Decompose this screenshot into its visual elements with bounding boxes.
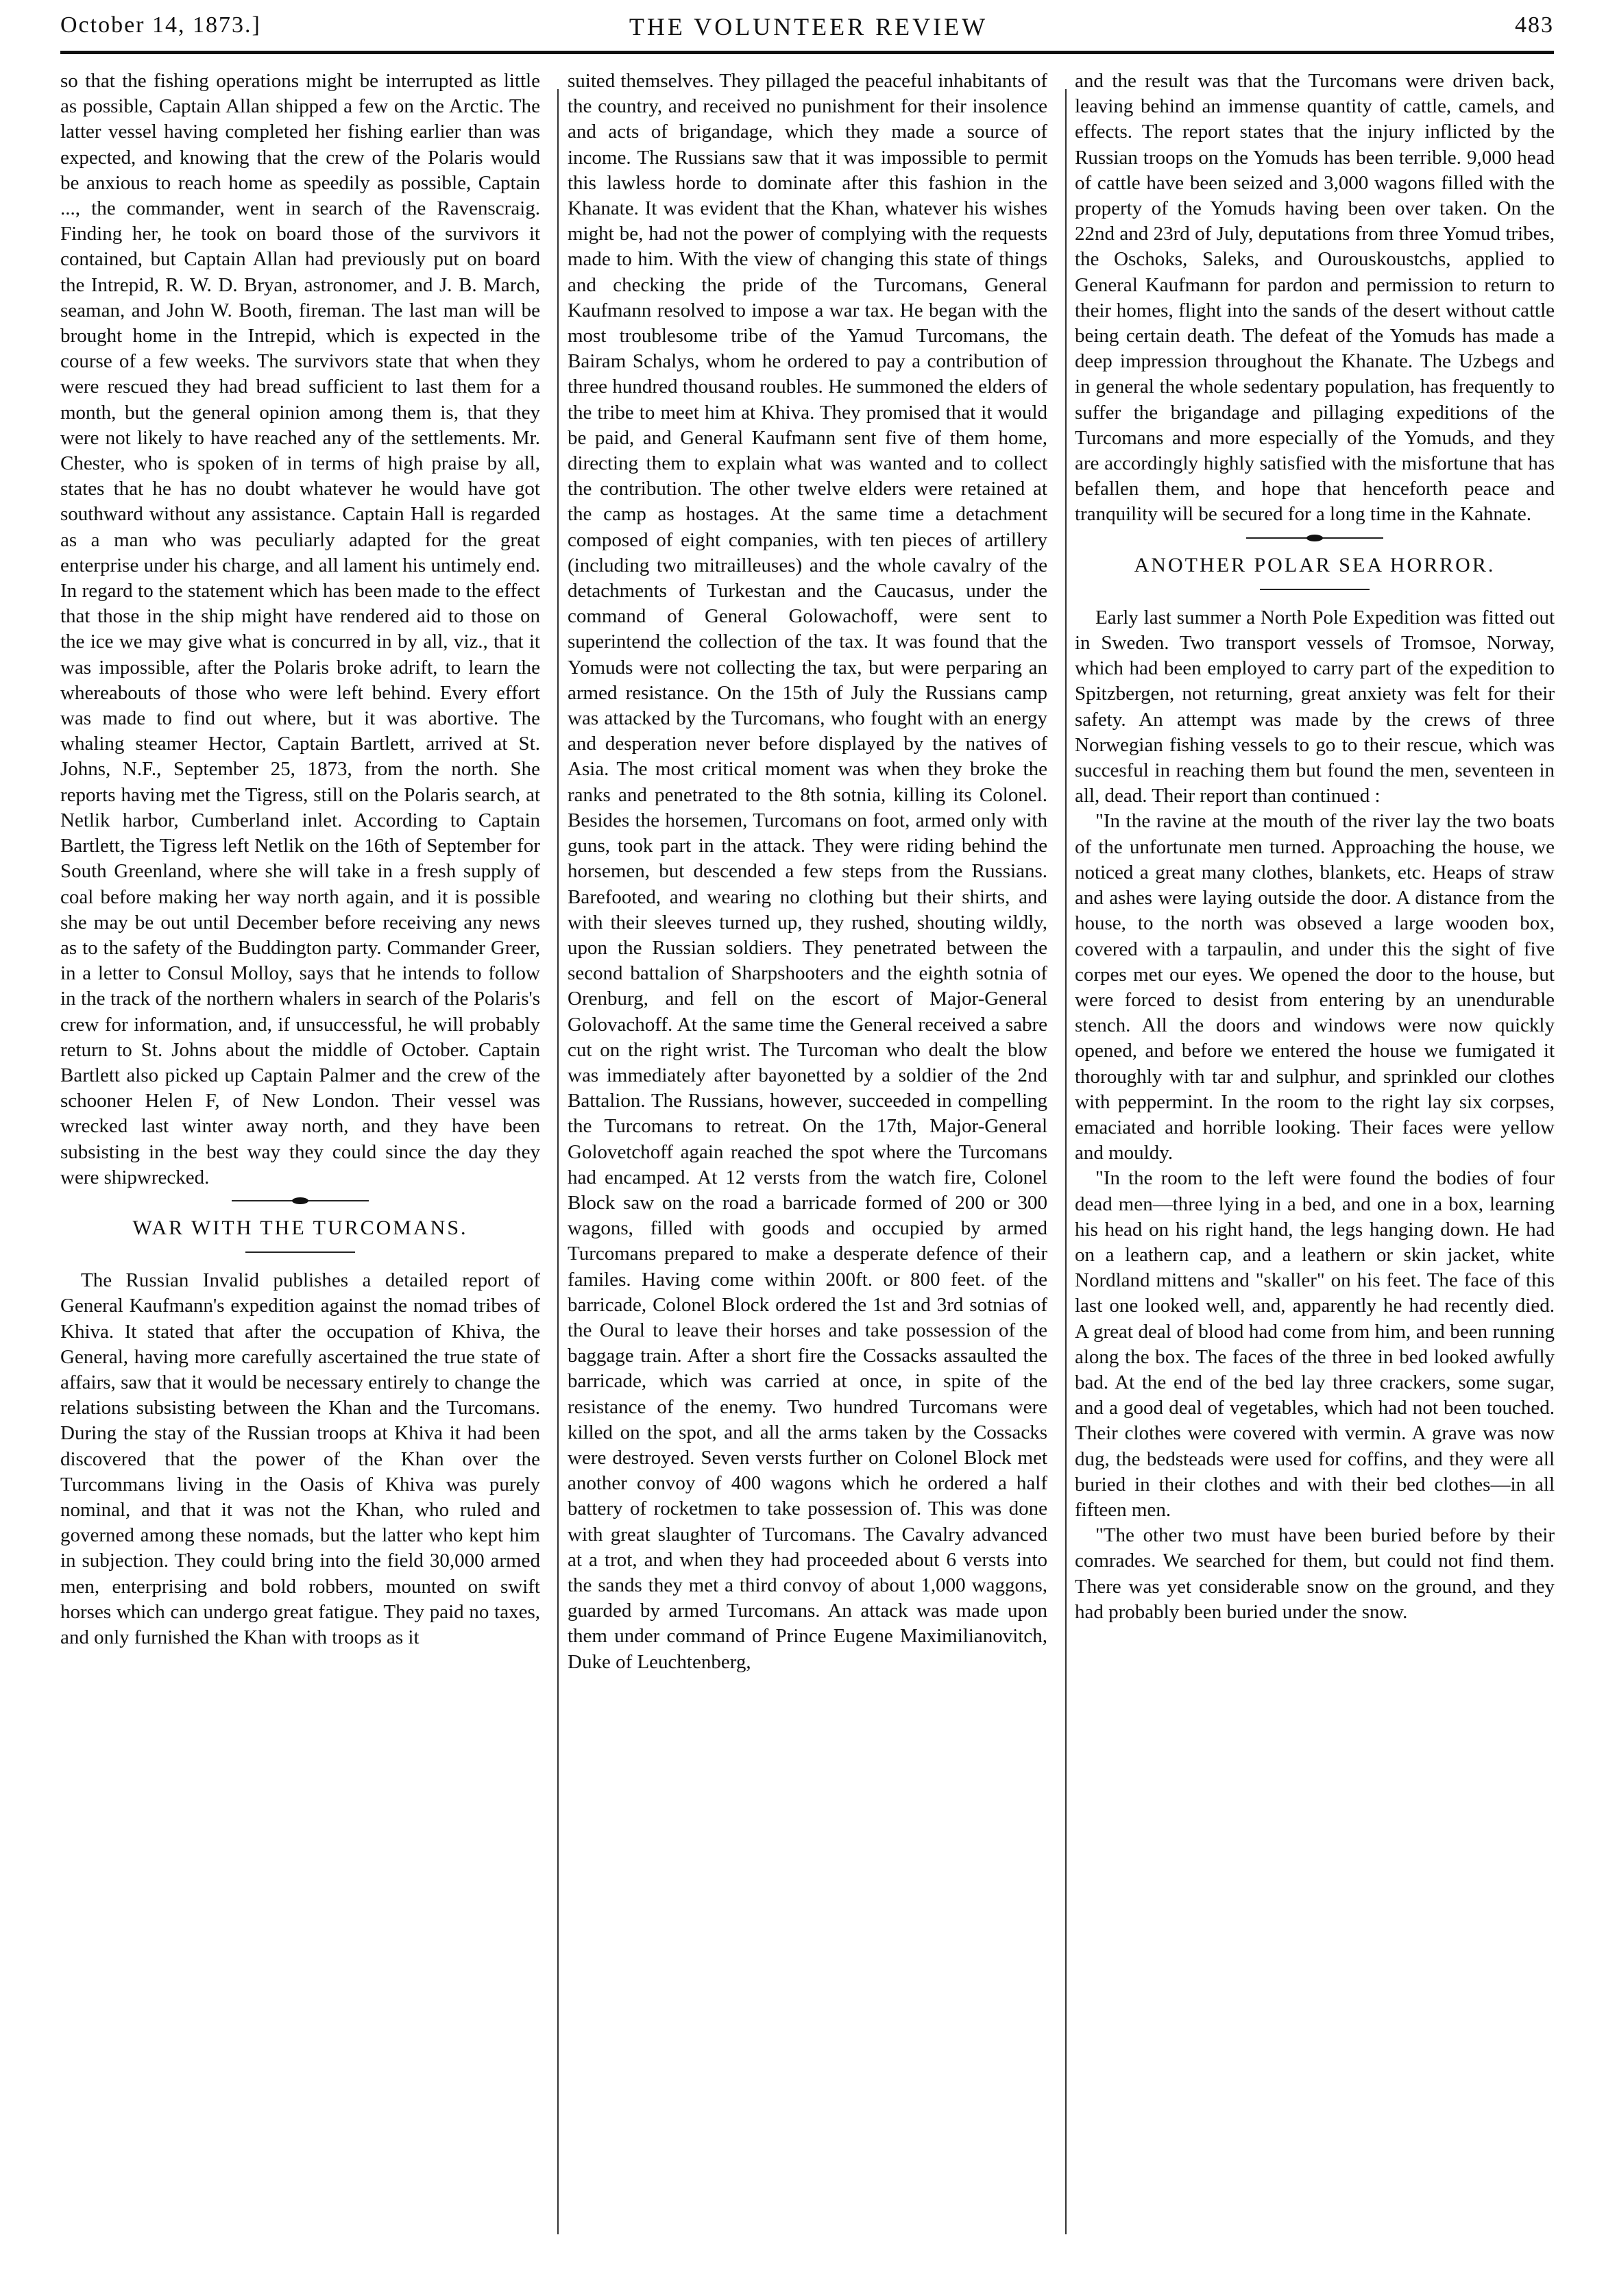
heading-rule [245, 1251, 355, 1253]
heading-rule [1260, 589, 1370, 590]
column-1 [60, 69, 540, 2262]
page-number: 483 [1515, 12, 1554, 38]
issue-date: October 14, 1873.] [60, 12, 261, 38]
publication-title: THE VOLUNTEER REVIEW [629, 13, 988, 40]
polar-article-quote-2: "In the room to the left were found the bodies of four dead men—three lying in a bed, and one in a box, learning his head on his right hand, the legs hanging down. He had on a leathern cap, and a leathern or skin jacket, white Nordland mittens and "skaller" on his feet. The face of this last one looked well, and, apparently he had recently died. A great deal of blood had come from him, and been running along the box. The faces of the three in bed looked awfully bad. At the end of the bed lay three crackers, some sugar, and a good deal of vegetables, which had not been touched. Their clothes were covered with vermin. A grave was now dug, the bedsteads were used for coffins, and they were all buried in their clothes and with their bed clothes—in all fifteen men. [1075, 1167, 1555, 1521]
article-columns [60, 69, 1554, 2262]
polar-article-quote-1: "In the ravine at the mouth of the river lay the two boats of the unfortunate men turned. Approaching the house, we noticed a great many clothes, blankets, etc. Heaps of straw and ashes were laying outside the door. A distance from the house, to the north was obseved a large wooden box, covered with a tarpaulin, and under this the sight of five corpes met our eyes. We opened the door to the house, but were forced to desist from entering by an unendurable stench. All the doors and windows were now quickly opened, and before we entered the house we fumigated it thoroughly with tar and sulphur, and sprinkled our clothes with peppermint. In the room to the right lay six corpses, emaciated and horrible looking. Their faces were yellow and mouldy. [1075, 810, 1555, 1164]
heading-war-with-turcomans: WAR WITH THE TURCOMANS. [132, 1216, 468, 1239]
column-3 [1075, 69, 1555, 2262]
header-rule [60, 51, 1554, 54]
column-2 [568, 69, 1047, 2262]
turcomans-article-continued: suited themselves. They pillaged the peaceful inhabitants of the country, and received no punishment for their insolence and acts of brigandage, which they made a source of income. The Russians saw that it was impossible to permit this lawless horde to dominate after this fashion in the Khanate. It was evident that the Khan, whatever his wishes might be, had not the power of complying with the requests made to him. With the view of changing this state of things and checking the pride of the Turcomans, General Kaufmann resolved to impose a war tax. He began with the most troublesome tribe of the Yamud Turcomans, the Bairam Schalys, whom he ordered to pay a contribution of three hundred thousand roubles. He summoned the elders of the tribe to meet him at Khiva. They promised that it would be paid, and General Kaufmann sent five of them home, directing them to explain what was wanted and to collect the contribution. The other twelve elders were retained at the camp as hostages. At the same time a detachment composed of eight companies, with ten pieces of artillery (including two mitrailleuses) and the whole cavalry of the detachments of Turkestan and the Caucasus, under the command of General Golowachoff, were sent to superintend the collection of the tax. It was found that the Yomuds were not collecting the tax, but were perparing an armed resistance. On the 15th of July the Russians camp was attacked by the Turcomans, who fought with an energy and desperation never before displayed by the natives of Asia. The most critical moment was when they broke the ranks and penetrated to the 8th sotnia, killing its Colonel. Besides the horsemen, Turcomans on foot, armed only with guns, took part in the attack. They were riding behind the horsemen, but descended a few steps from the Russians. Barefooted, and wearing no clothing but their shirts, and with their sleeves turned up, they rushed, shouting wildly, upon the Russian soldiers. They penetrated between the second battalion of Sharpshooters and the eighth sotnia of Orenburg, and fell on the escort of Major-General Golovachoff. At the same time the General received a sabre cut on the right wrist. The Turcoman who dealt the blow was immediately after bayonetted by a soldier of the 2nd Battalion. The Russians, however, succeeded in compelling the Turcomans to retreat. On the 17th, Major-General Golovetchoff again reached the spot where the Turcomans had encamped. At 12 versts from the watch fire, Colonel Block saw on the road a barricade formed of 200 or 300 wagons, filled with goods and occupied by armed Turcomans prepared to make a desperate defence of their familes. Having come within 200ft. or 800 feet. of the barricade, Colonel Block ordered the 1st and 3rd sotnias of the Oural to leave their horses and take possession of the baggage train. After a short fire the Cossacks assaulted the barricade, which was carried at once, in spite of the resistance of the enemy. Two hundred Turcomans were killed on the spot, and all the arms taken by the Cossacks were destroyed. Seven versts further on Colonel Block met another convoy of 400 wagons which he ordered a half battery of rocketmen to take possession of. This was done with great slaughter of Turcomans. The Cavalry advanced at a trot, and when they had proceeded about 6 versts into the sands they met a third convoy of about 1,000 waggons, guarded by armed Turcomans. An attack was made upon them under command of Prince Eugene Maximilianovitch, Duke of Leuchtenberg, [568, 70, 1047, 1673]
polar-article-intro: Early last summer a North Pole Expedition was fitted out in Sweden. Two transport vessels of Tromsoe, Norway, which had been employed to carry part of the expedition to Spitzbergen, not returning, great anxiety was felt for their safety. An attempt was made by the crews of three Norwegian fishing vessels to go to their rescue, which was succesful in reaching them but found the men, seventeen in all, dead. Their report than continued : [1075, 606, 1555, 807]
turcomans-article-end: and the result was that the Turcomans were driven back, leaving behind an immense quantity of cattle, camels, and effects. The report states that the injury inflicted by the Russian troops on the Yomuds has been terrible. 9,000 head of cattle have been seized and 3,000 wagons filled with the property of the Yomuds having been over taken. On the 22nd and 23rd of July, deputations from three Yomud tribes, the Oschoks, Saleks, and Ourouskoustchs, applied to General Kaufmann for pardon and permission to return to their homes, flight into the sands of the desert without cattle being certain death. The defeat of the Yomuds has made a deep impression throughout the Khanate. The Uzbegs and in general the whole sedentary population, has frequently to suffer the brigandage and pillaging expeditions of the Turcomans and more especially of the Yomuds, and they are accordingly highly satisfied with the misfortune that has befallen them, and hope that henceforth peace and tranquility will be secured for a long time in the Kahnate. [1075, 70, 1555, 526]
turcomans-article-start: The Russian Invalid publishes a detailed report of General Kaufmann's expedition against the nomad tribes of Khiva. It stated that after the occupation of Khiva, the General, having more carefully ascertained the true state of affairs, saw that it would be necessary entirely to change the relations subsisting between the Khan and the Turcomans. During the stay of the Russian troops at Khiva it had been discovered that the power of the Khan over the Turcommans living in the Oasis of Khiva was purely nominal, and that it was not the Khan, who ruled and governed among these nomads, but the latter who kept him in subjection. They could bring into the field 30,000 armed men, enterprising and bold robbers, mounted on swift horses which can undergo great fatigue. They paid no taxes, and only furnished the Khan with troops as it [60, 1269, 540, 1648]
section-divider [232, 1200, 369, 1201]
heading-polar-sea-horror: ANOTHER POLAR SEA HORROR. [1134, 553, 1496, 576]
section-divider [1246, 537, 1383, 539]
polaris-article-continued: so that the fishing operations might be interrupted as little as possible, Captain Allan shipped a few on the Arctic. The latter vessel having completed her fishing earlier than was expected, and knowing that the crew of the Polaris would be anxious to reach home as speedily as possible, Captain ..., the commander, went in search of the Ravenscraig. Finding her, he took on board those of the survivors it contained, but Captain Allan had previously put on board the Intrepid, R. W. D. Bryan, astronomer, and J. B. March, seaman, and John W. Booth, fireman. The last man will be brought home in the Intrepid, which is expected in the course of a few weeks. The survivors state that when they were rescued they had bread sufficient to last them for a month, but the general opinion among them is, that they were not likely to have reached any of the settlements. Mr. Chester, who is spoken of in terms of high praise by all, states that he has no doubt whatever he would have got southward without any assistance. Captain Hall is regarded as a man who was peculiarly adapted for the great enterprise under his charge, and all lament his untimely end. In regard to the statement which has been made to the effect that those in the ship might have rendered aid to those on the ice we may give what is concurred in by all, viz., that it was impossible, after the Polaris broke adrift, to learn the whereabouts of those who were left behind. Every effort was made to find out where, but it was abortive. The whaling steamer Hector, Captain Bartlett, arrived at St. Johns, N.F., September 25, 1873, from the north. She reports having met the Tigress, still on the Polaris search, at Netlik harbor, Cumberland inlet. According to Captain Bartlett, the Tigress left Netlik on the 16th of September for South Greenland, where she will take in a fresh supply of coal before making her way north again, and it is possible she may be out until December before receiving any news as to the safety of the Buddington party. Commander Greer, in a letter to Consul Molloy, says that he intends to follow in the track of the northern whalers in search of the Polaris's crew for information, and, if unsuccessful, he will probably return to St. Johns about the middle of October. Captain Bartlett also picked up Captain Palmer and the crew of the schooner Helen F, of New London. Their vessel was wrecked last winter away north, and they have been subsisting in the best way they could since the day they were shipwrecked. [60, 70, 540, 1188]
polar-article-quote-3: "The other two must have been buried before by their comrades. We searched for them, but could not find them. There was yet considerable snow on the ground, and they had probably been buried under the snow. [1075, 1524, 1555, 1623]
